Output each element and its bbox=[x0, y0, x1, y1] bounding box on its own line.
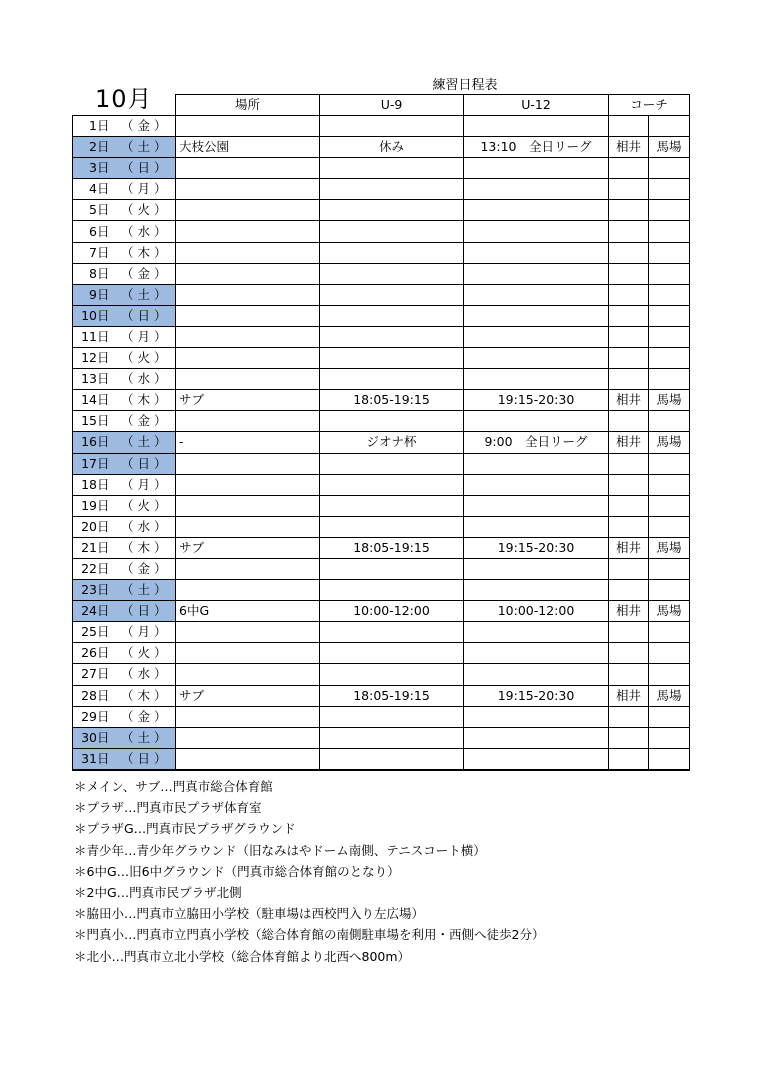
coach1-cell bbox=[609, 348, 649, 369]
notes-list bbox=[74, 776, 544, 967]
u9-cell bbox=[320, 326, 464, 347]
u12-cell bbox=[464, 558, 609, 579]
day-cell: 12日 bbox=[73, 348, 113, 369]
weekday-cell: （ 火 ） bbox=[113, 643, 176, 664]
u9-cell bbox=[320, 348, 464, 369]
coach1-cell: 相井 bbox=[609, 432, 649, 453]
weekday-cell: （ 土 ） bbox=[113, 432, 176, 453]
coach2-cell bbox=[649, 158, 690, 179]
schedule-table bbox=[72, 94, 690, 771]
coach1-cell bbox=[609, 495, 649, 516]
coach2-cell bbox=[649, 348, 690, 369]
coach1-cell bbox=[609, 664, 649, 685]
place-cell bbox=[176, 179, 320, 200]
day-cell: 10日 bbox=[73, 305, 113, 326]
day-cell: 14日 bbox=[73, 390, 113, 411]
coach2-cell bbox=[649, 643, 690, 664]
coach1-cell bbox=[609, 580, 649, 601]
coach2-cell bbox=[649, 748, 690, 770]
weekday-cell: （ 木 ） bbox=[113, 242, 176, 263]
table-row bbox=[73, 474, 690, 495]
u9-cell bbox=[320, 200, 464, 221]
u12-cell: 19:15-20:30 bbox=[464, 390, 609, 411]
coach1-cell bbox=[609, 200, 649, 221]
day-cell: 17日 bbox=[73, 453, 113, 474]
weekday-cell: （ 火 ） bbox=[113, 495, 176, 516]
table-row bbox=[73, 116, 690, 137]
header-place: 場所 bbox=[176, 95, 320, 116]
coach1-cell bbox=[609, 179, 649, 200]
u9-cell: 18:05-19:15 bbox=[320, 390, 464, 411]
table-row bbox=[73, 326, 690, 347]
table-row bbox=[73, 242, 690, 263]
coach1-cell bbox=[609, 516, 649, 537]
coach2-cell bbox=[649, 558, 690, 579]
table-row bbox=[73, 221, 690, 242]
u12-cell bbox=[464, 348, 609, 369]
coach1-cell bbox=[609, 706, 649, 727]
weekday-cell: （ 金 ） bbox=[113, 116, 176, 137]
weekday-cell: （ 土 ） bbox=[113, 284, 176, 305]
note-item: ＊北小…門真市立北小学校（総合体育館より北西へ800m） bbox=[74, 948, 411, 964]
note-item: ＊メイン、サブ…門真市総合体育館 bbox=[74, 779, 273, 794]
table-row bbox=[73, 580, 690, 601]
coach2-cell bbox=[649, 727, 690, 748]
weekday-cell: （ 土 ） bbox=[113, 137, 176, 158]
table-row bbox=[73, 158, 690, 179]
coach1-cell bbox=[609, 305, 649, 326]
u12-cell bbox=[464, 474, 609, 495]
u12-cell bbox=[464, 305, 609, 326]
coach1-cell: 相井 bbox=[609, 137, 649, 158]
day-cell: 24日 bbox=[73, 601, 113, 622]
coach1-cell bbox=[609, 643, 649, 664]
note-item: ＊2中G…門真市民プラザ北側 bbox=[74, 885, 242, 901]
coach1-cell bbox=[609, 474, 649, 495]
u9-cell bbox=[320, 516, 464, 537]
note-item: ＊プラザ…門真市民プラザ体育室 bbox=[74, 800, 262, 816]
table-row bbox=[73, 200, 690, 221]
u9-cell bbox=[320, 706, 464, 727]
weekday-cell: （ 水 ） bbox=[113, 221, 176, 242]
coach2-cell: 馬場 bbox=[649, 390, 690, 411]
coach2-cell bbox=[649, 474, 690, 495]
coach2-cell: 馬場 bbox=[649, 137, 690, 158]
day-cell: 28日 bbox=[73, 685, 113, 706]
place-cell bbox=[176, 474, 320, 495]
coach2-cell bbox=[649, 453, 690, 474]
u12-cell: 10:00-12:00 bbox=[464, 601, 609, 622]
table-row bbox=[73, 411, 690, 432]
coach1-cell bbox=[609, 411, 649, 432]
table-row bbox=[73, 537, 690, 558]
coach1-cell bbox=[609, 558, 649, 579]
day-cell: 8日 bbox=[73, 263, 113, 284]
coach1-cell bbox=[609, 326, 649, 347]
coach1-cell bbox=[609, 158, 649, 179]
weekday-cell: （ 月 ） bbox=[113, 326, 176, 347]
place-cell bbox=[176, 411, 320, 432]
weekday-cell: （ 金 ） bbox=[113, 558, 176, 579]
coach2-cell bbox=[649, 580, 690, 601]
table-row bbox=[73, 706, 690, 727]
coach2-cell bbox=[649, 263, 690, 284]
u9-cell bbox=[320, 495, 464, 516]
place-cell: 大枝公園 bbox=[176, 137, 320, 158]
place-cell bbox=[176, 242, 320, 263]
u12-cell bbox=[464, 242, 609, 263]
weekday-cell: （ 木 ） bbox=[113, 390, 176, 411]
note-item: ＊脇田小…門真市立脇田小学校（駐車場は西校門入り左広場） bbox=[74, 906, 425, 922]
weekday-cell: （ 日 ） bbox=[113, 748, 176, 770]
coach2-cell: 馬場 bbox=[649, 537, 690, 558]
weekday-cell: （ 土 ） bbox=[113, 727, 176, 748]
table-row bbox=[73, 348, 690, 369]
coach1-cell bbox=[609, 263, 649, 284]
place-cell bbox=[176, 706, 320, 727]
coach2-cell bbox=[649, 411, 690, 432]
u9-cell bbox=[320, 369, 464, 390]
table-row bbox=[73, 305, 690, 326]
u12-cell bbox=[464, 200, 609, 221]
note-item: ＊門真小…門真市立門真小学校（総合体育館の南側駐車場を利用・西側へ徒歩2分） bbox=[74, 927, 545, 943]
place-cell bbox=[176, 158, 320, 179]
u12-cell bbox=[464, 516, 609, 537]
weekday-cell: （ 月 ） bbox=[113, 179, 176, 200]
u9-cell bbox=[320, 263, 464, 284]
coach1-cell bbox=[609, 242, 649, 263]
place-cell: サブ bbox=[176, 685, 320, 706]
day-cell: 6日 bbox=[73, 221, 113, 242]
note-item: ＊プラザG…門真市民プラザグラウンド bbox=[74, 821, 296, 837]
day-cell: 9日 bbox=[73, 284, 113, 305]
u12-cell bbox=[464, 495, 609, 516]
table-row bbox=[73, 516, 690, 537]
place-cell bbox=[176, 263, 320, 284]
header-blank bbox=[73, 95, 176, 116]
u9-cell bbox=[320, 158, 464, 179]
day-cell: 7日 bbox=[73, 242, 113, 263]
table-row bbox=[73, 748, 690, 770]
u9-cell: 18:05-19:15 bbox=[320, 685, 464, 706]
table-header-row bbox=[73, 95, 690, 116]
table-row bbox=[73, 685, 690, 706]
day-cell: 18日 bbox=[73, 474, 113, 495]
weekday-cell: （ 月 ） bbox=[113, 474, 176, 495]
day-cell: 25日 bbox=[73, 622, 113, 643]
coach1-cell bbox=[609, 221, 649, 242]
u9-cell bbox=[320, 242, 464, 263]
coach1-cell bbox=[609, 453, 649, 474]
coach2-cell bbox=[649, 706, 690, 727]
coach2-cell bbox=[649, 221, 690, 242]
table-row bbox=[73, 453, 690, 474]
u12-cell bbox=[464, 326, 609, 347]
weekday-cell: （ 水 ） bbox=[113, 369, 176, 390]
header-u9: U-9 bbox=[320, 95, 464, 116]
place-cell bbox=[176, 369, 320, 390]
place-cell bbox=[176, 495, 320, 516]
coach2-cell bbox=[649, 179, 690, 200]
u12-cell: 9:00 全日リーグ bbox=[464, 432, 609, 453]
coach2-cell bbox=[649, 516, 690, 537]
table-row bbox=[73, 495, 690, 516]
place-cell bbox=[176, 727, 320, 748]
day-cell: 31日 bbox=[73, 748, 113, 770]
day-cell: 19日 bbox=[73, 495, 113, 516]
place-cell bbox=[176, 664, 320, 685]
u12-cell bbox=[464, 748, 609, 770]
place-cell: 6中G bbox=[176, 601, 320, 622]
u12-cell bbox=[464, 664, 609, 685]
u9-cell bbox=[320, 179, 464, 200]
coach1-cell bbox=[609, 116, 649, 137]
u12-cell bbox=[464, 116, 609, 137]
day-cell: 21日 bbox=[73, 537, 113, 558]
day-cell: 27日 bbox=[73, 664, 113, 685]
weekday-cell: （ 木 ） bbox=[113, 537, 176, 558]
place-cell: - bbox=[176, 432, 320, 453]
weekday-cell: （ 水 ） bbox=[113, 664, 176, 685]
u9-cell: ジオナ杯 bbox=[320, 432, 464, 453]
coach1-cell bbox=[609, 748, 649, 770]
coach1-cell bbox=[609, 622, 649, 643]
u9-cell bbox=[320, 622, 464, 643]
table-row bbox=[73, 727, 690, 748]
day-cell: 1日 bbox=[73, 116, 113, 137]
coach2-cell bbox=[649, 664, 690, 685]
weekday-cell: （ 土 ） bbox=[113, 580, 176, 601]
month-label: 10月 bbox=[95, 85, 153, 113]
u12-cell: 19:15-20:30 bbox=[464, 685, 609, 706]
place-cell: サブ bbox=[176, 537, 320, 558]
header-u12: U-12 bbox=[464, 95, 609, 116]
weekday-cell: （ 火 ） bbox=[113, 348, 176, 369]
u12-cell bbox=[464, 369, 609, 390]
u9-cell bbox=[320, 474, 464, 495]
day-cell: 20日 bbox=[73, 516, 113, 537]
table-row bbox=[73, 432, 690, 453]
place-cell bbox=[176, 580, 320, 601]
u9-cell bbox=[320, 305, 464, 326]
table-row bbox=[73, 137, 690, 158]
day-cell: 5日 bbox=[73, 200, 113, 221]
place-cell bbox=[176, 116, 320, 137]
u12-cell bbox=[464, 284, 609, 305]
table-row bbox=[73, 643, 690, 664]
coach2-cell bbox=[649, 369, 690, 390]
u12-cell bbox=[464, 158, 609, 179]
day-cell: 2日 bbox=[73, 137, 113, 158]
coach1-cell bbox=[609, 727, 649, 748]
coach2-cell bbox=[649, 622, 690, 643]
weekday-cell: （ 木 ） bbox=[113, 685, 176, 706]
page-title: 練習日程表 bbox=[432, 78, 498, 93]
table-row bbox=[73, 284, 690, 305]
day-cell: 23日 bbox=[73, 580, 113, 601]
place-cell bbox=[176, 748, 320, 770]
day-cell: 15日 bbox=[73, 411, 113, 432]
u12-cell bbox=[464, 706, 609, 727]
day-cell: 13日 bbox=[73, 369, 113, 390]
place-cell bbox=[176, 516, 320, 537]
weekday-cell: （ 日 ） bbox=[113, 601, 176, 622]
u12-cell: 13:10 全日リーグ bbox=[464, 137, 609, 158]
day-cell: 29日 bbox=[73, 706, 113, 727]
coach2-cell bbox=[649, 326, 690, 347]
u12-cell bbox=[464, 580, 609, 601]
table-row bbox=[73, 601, 690, 622]
day-cell: 22日 bbox=[73, 558, 113, 579]
table-row bbox=[73, 179, 690, 200]
u9-cell bbox=[320, 558, 464, 579]
coach2-cell: 馬場 bbox=[649, 685, 690, 706]
weekday-cell: （ 日 ） bbox=[113, 453, 176, 474]
place-cell bbox=[176, 284, 320, 305]
coach2-cell bbox=[649, 116, 690, 137]
u12-cell bbox=[464, 179, 609, 200]
u12-cell: 19:15-20:30 bbox=[464, 537, 609, 558]
u9-cell bbox=[320, 643, 464, 664]
u9-cell bbox=[320, 284, 464, 305]
u9-cell bbox=[320, 221, 464, 242]
coach2-cell bbox=[649, 200, 690, 221]
u12-cell bbox=[464, 643, 609, 664]
u9-cell bbox=[320, 664, 464, 685]
coach1-cell bbox=[609, 284, 649, 305]
u9-cell bbox=[320, 411, 464, 432]
place-cell bbox=[176, 558, 320, 579]
table-row bbox=[73, 263, 690, 284]
u9-cell: 18:05-19:15 bbox=[320, 537, 464, 558]
day-cell: 11日 bbox=[73, 326, 113, 347]
u9-cell: 10:00-12:00 bbox=[320, 601, 464, 622]
coach1-cell: 相井 bbox=[609, 685, 649, 706]
place-cell bbox=[176, 453, 320, 474]
table-row bbox=[73, 369, 690, 390]
place-cell bbox=[176, 221, 320, 242]
header-coach: コーチ bbox=[609, 95, 690, 116]
place-cell bbox=[176, 622, 320, 643]
u9-cell bbox=[320, 748, 464, 770]
weekday-cell: （ 金 ） bbox=[113, 706, 176, 727]
place-cell bbox=[176, 643, 320, 664]
coach2-cell bbox=[649, 495, 690, 516]
weekday-cell: （ 金 ） bbox=[113, 263, 176, 284]
coach2-cell bbox=[649, 242, 690, 263]
u12-cell bbox=[464, 411, 609, 432]
weekday-cell: （ 日 ） bbox=[113, 305, 176, 326]
u9-cell: 休み bbox=[320, 137, 464, 158]
day-cell: 30日 bbox=[73, 727, 113, 748]
u12-cell bbox=[464, 727, 609, 748]
weekday-cell: （ 月 ） bbox=[113, 622, 176, 643]
place-cell bbox=[176, 348, 320, 369]
day-cell: 3日 bbox=[73, 158, 113, 179]
table-row bbox=[73, 664, 690, 685]
u12-cell bbox=[464, 221, 609, 242]
note-item: ＊6中G…旧6中グラウンド（門真市総合体育館のとなり） bbox=[74, 863, 400, 879]
coach1-cell: 相井 bbox=[609, 537, 649, 558]
table-row bbox=[73, 622, 690, 643]
place-cell bbox=[176, 326, 320, 347]
u9-cell bbox=[320, 580, 464, 601]
coach1-cell: 相井 bbox=[609, 390, 649, 411]
coach1-cell: 相井 bbox=[609, 601, 649, 622]
table-row bbox=[73, 558, 690, 579]
day-cell: 16日 bbox=[73, 432, 113, 453]
weekday-cell: （ 火 ） bbox=[113, 200, 176, 221]
u9-cell bbox=[320, 116, 464, 137]
coach2-cell: 馬場 bbox=[649, 601, 690, 622]
coach1-cell bbox=[609, 369, 649, 390]
coach2-cell bbox=[649, 284, 690, 305]
u9-cell bbox=[320, 727, 464, 748]
coach2-cell: 馬場 bbox=[649, 432, 690, 453]
place-cell bbox=[176, 200, 320, 221]
place-cell bbox=[176, 305, 320, 326]
u12-cell bbox=[464, 263, 609, 284]
weekday-cell: （ 日 ） bbox=[113, 158, 176, 179]
note-item: ＊青少年…青少年グラウンド（旧なみはやドーム南側、テニスコート横） bbox=[74, 842, 486, 858]
day-cell: 26日 bbox=[73, 643, 113, 664]
table-row bbox=[73, 390, 690, 411]
place-cell: サブ bbox=[176, 390, 320, 411]
u12-cell bbox=[464, 453, 609, 474]
u12-cell bbox=[464, 622, 609, 643]
weekday-cell: （ 金 ） bbox=[113, 411, 176, 432]
day-cell: 4日 bbox=[73, 179, 113, 200]
weekday-cell: （ 水 ） bbox=[113, 516, 176, 537]
u9-cell bbox=[320, 453, 464, 474]
coach2-cell bbox=[649, 305, 690, 326]
